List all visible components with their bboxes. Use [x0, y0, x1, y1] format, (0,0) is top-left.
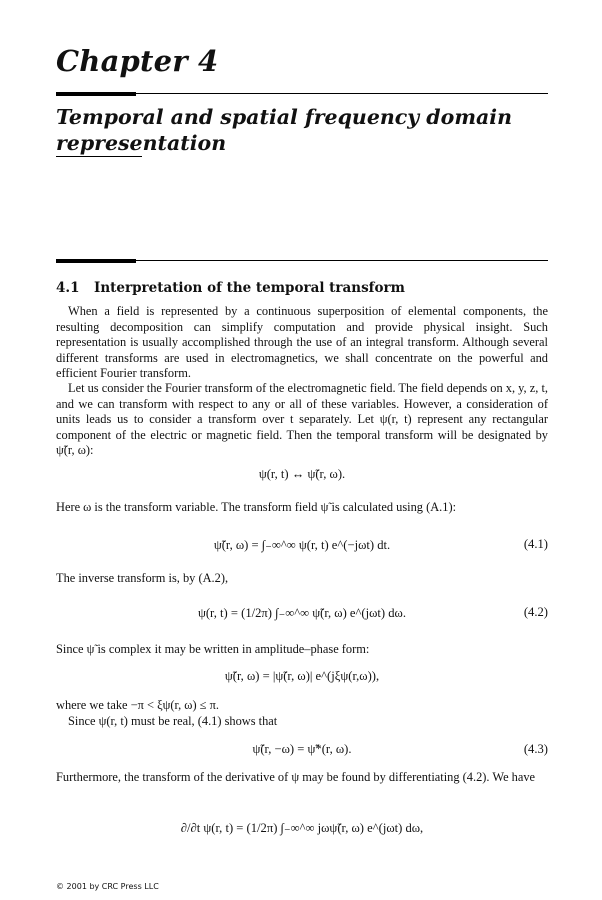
chapter-title: Temporal and spatial frequency domain representation: [56, 105, 512, 155]
chapter-label: Chapter 4: [56, 44, 219, 78]
equation-expression: ψ(r, t) = (1/2π) ∫₋∞^∞ ψ̃(r, ω) e^(jωt) dω.: [197, 606, 406, 620]
equation-4-3: [56, 742, 548, 762]
paragraph-phase-range: where we take −π < ξψ(r, ω) ≤ π.: [56, 698, 219, 712]
equation-transform-pair: [56, 467, 548, 487]
section-number: 4.1: [56, 280, 80, 296]
paragraph-transform-variable: Here ω is the transform variable. The transform field ψ̃ is calculated using (A.1):: [56, 500, 457, 514]
chapter-rule-thin: [136, 93, 548, 94]
chapter-rule-thick: [56, 92, 136, 96]
equation-expression: ψ̃(r, ω) = |ψ̃(r, ω)| e^(jξψ(r,ω)),: [224, 669, 380, 683]
equation-derivative: [56, 820, 548, 840]
chapter-title-underline: [56, 156, 142, 157]
paragraph-derivative: Furthermore, the transform of the derivative of ψ may be found by differentiating (4.2). We have: [56, 770, 536, 784]
paragraph-intro: When a field is represented by a continuous superposition of elemental components, the resulting decomposition can simplify computation and provide physical insight. Such representation is usually accomplished through the use of an integral transform. Although several different transforms are used in electromagnetics, we shall concentrate on the powerful and efficient Fourier transform.: [56, 304, 548, 381]
equation-number: (4.2): [523, 605, 548, 619]
section-heading: [56, 280, 405, 296]
copyright-footer: © 2001 by CRC Press LLC: [56, 882, 159, 891]
equation-amplitude-phase: [56, 669, 548, 689]
paragraph-real: Since ψ(r, t) must be real, (4.1) shows that: [68, 714, 278, 728]
paragraph-amplitude-phase: Since ψ̃ is complex it may be written in amplitude–phase form:: [56, 642, 370, 656]
equation-expression: ψ̃(r, −ω) = ψ̃*(r, ω).: [252, 742, 352, 756]
section-rule-thick: [56, 259, 136, 263]
equation-number: (4.3): [523, 742, 548, 756]
section-title: Interpretation of the temporal transform: [94, 280, 405, 296]
equation-expression: ∂/∂t ψ(r, t) = (1/2π) ∫₋∞^∞ jωψ̃(r, ω) e^(jωt) dω,: [180, 821, 424, 835]
equation-4-2: [56, 605, 548, 625]
equation-expression: ψ(r, t) ↔ ψ̃(r, ω).: [258, 467, 346, 481]
paragraph-fourier: Let us consider the Fourier transform of the electromagnetic field. The field depends on x, y, z, t, and we can transform with respect to any or all of these variables. However, a consideration of units leads us to consider a transform over t separately. Let ψ(r, t) represent any rectangular component of the electric or magnetic field. Then the temporal transform will be designated by ψ̃(r, ω):: [56, 381, 548, 458]
equation-4-1: [56, 537, 548, 557]
section-rule-thin: [136, 260, 548, 261]
paragraph-inverse: The inverse transform is, by (A.2),: [56, 571, 229, 585]
equation-expression: ψ̃(r, ω) = ∫₋∞^∞ ψ(r, t) e^(−jωt) dt.: [213, 538, 391, 552]
equation-number: (4.1): [523, 537, 548, 551]
